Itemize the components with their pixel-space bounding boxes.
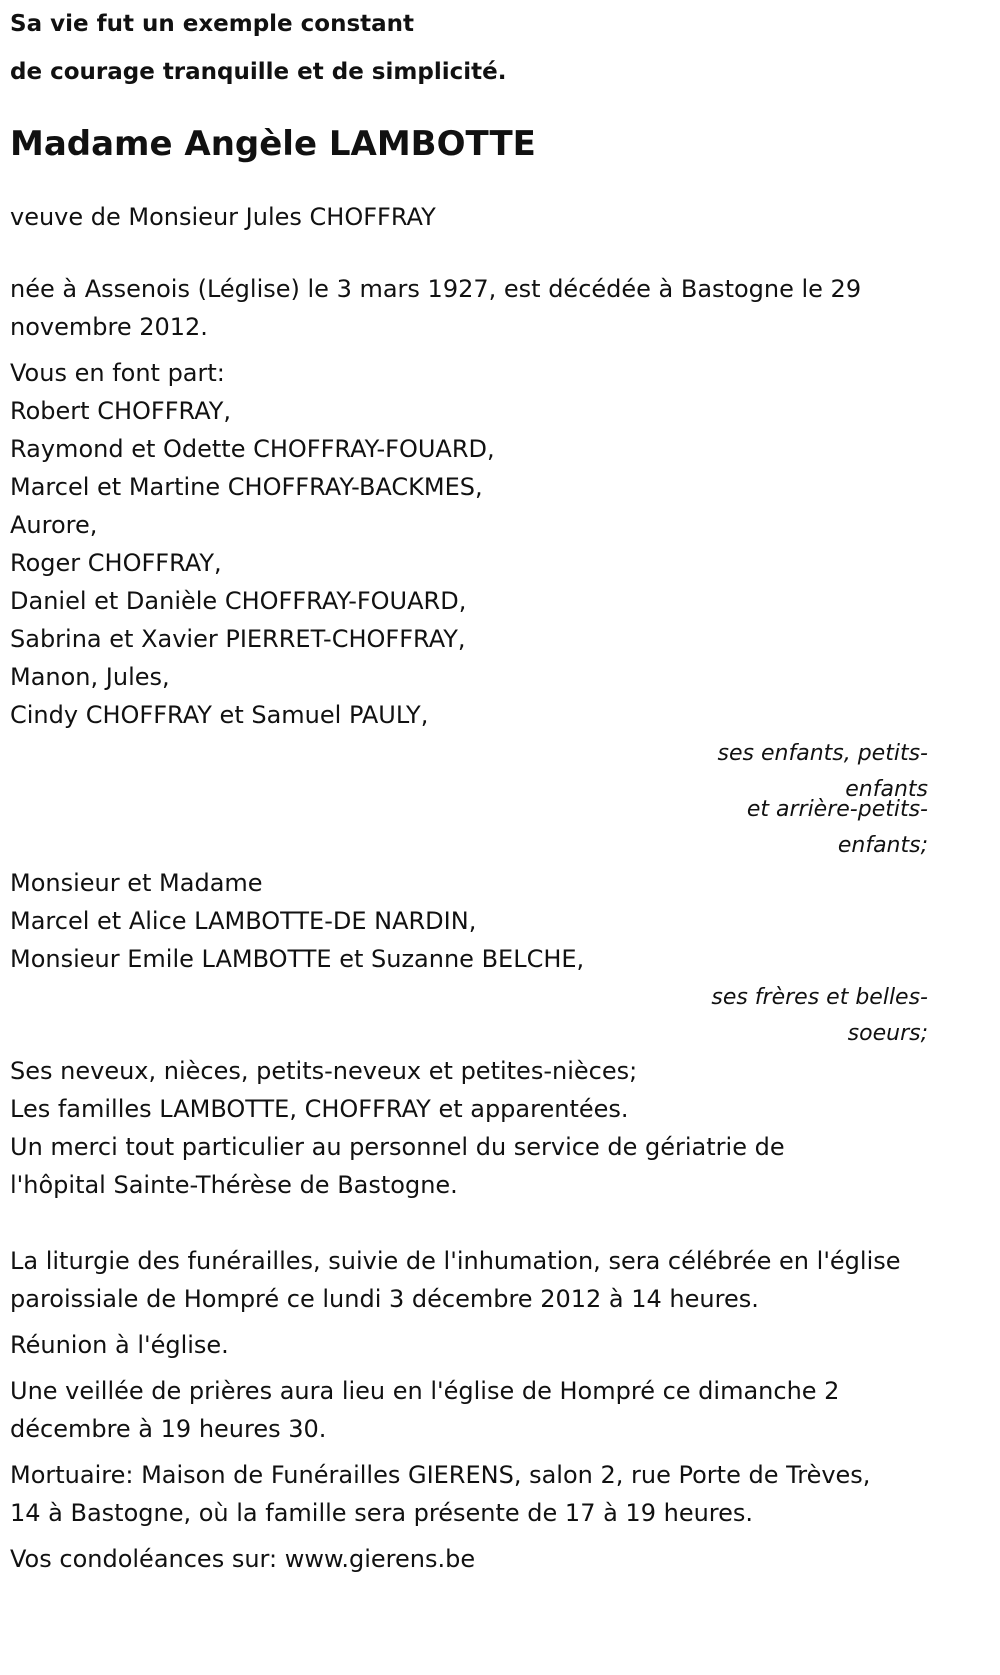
liturgy-info <box>10 1242 928 1318</box>
list-item: Aurore, <box>10 511 98 539</box>
list-item: Marcel et Martine CHOFFRAY-BACKMES, <box>10 473 483 501</box>
list-item: Monsieur Emile LAMBOTTE et Suzanne BELCHE, <box>10 945 585 973</box>
list-item: Monsieur et Madame <box>10 869 263 897</box>
relation-line: enfants; <box>837 833 928 858</box>
list-item: Marcel et Alice LAMBOTTE-DE NARDIN, <box>10 907 477 935</box>
liturgy-line-1: La liturgie des funérailles, suivie de l'inhumation, sera célébrée en l'église <box>10 1247 901 1275</box>
mortuary-line-2: 14 à Bastogne, où la famille sera présente de 17 à 19 heures. <box>10 1499 754 1527</box>
liturgy-line-2: paroissiale de Hompré ce lundi 3 décembre 2012 à 14 heures. <box>10 1285 759 1313</box>
relation-line: enfants <box>845 777 928 802</box>
vigil-info <box>10 1372 928 1448</box>
epitaph-quote <box>10 0 928 96</box>
widow-of: veuve de Monsieur Jules CHOFFRAY <box>10 203 436 231</box>
condolences-info: Vos condoléances sur: www.gierens.be <box>10 1545 476 1573</box>
mortuary-line-1: Mortuaire: Maison de Funérailles GIERENS, salon 2, rue Porte de Trèves, <box>10 1461 871 1489</box>
epitaph-line-2: de courage tranquille et de simplicité. <box>10 59 507 85</box>
relation-line: et arrière-petits- <box>746 797 928 822</box>
deceased-name: Madame Angèle LAMBOTTE <box>10 124 536 164</box>
list-item: Robert CHOFFRAY, <box>10 397 232 425</box>
vigil-line-2: décembre à 19 heures 30. <box>10 1415 327 1443</box>
list-item: Roger CHOFFRAY, <box>10 549 222 577</box>
children-group <box>10 392 928 734</box>
obituary-notice <box>10 0 928 1578</box>
list-item: Cindy CHOFFRAY et Samuel PAULY, <box>10 701 429 729</box>
siblings-relation <box>10 980 928 1052</box>
thanks-line-1: Un merci tout particulier au personnel du service de gériatrie de <box>10 1133 785 1161</box>
grandchildren-relation <box>10 792 928 864</box>
birth-death-line-1: née à Assenois (Léglise) le 3 mars 1927, est décédée à Bastogne le 29 <box>10 275 862 303</box>
list-item: Sabrina et Xavier PIERRET-CHOFFRAY, <box>10 625 466 653</box>
relation-line: soeurs; <box>847 1021 928 1046</box>
list-item: Daniel et Danièle CHOFFRAY-FOUARD, <box>10 587 467 615</box>
epitaph-line-1: Sa vie fut un exemple constant <box>10 11 415 37</box>
mortuary-info <box>10 1456 928 1532</box>
other-relatives <box>10 1052 928 1204</box>
relation-line: ses enfants, petits- <box>717 741 928 766</box>
list-item: Les familles LAMBOTTE, CHOFFRAY et apparentées. <box>10 1095 629 1123</box>
thanks-line-2: l'hôpital Sainte-Thérèse de Bastogne. <box>10 1171 458 1199</box>
birth-death-info <box>10 270 928 346</box>
meeting-info: Réunion à l'église. <box>10 1331 229 1359</box>
announcers-intro: Vous en font part: <box>10 359 225 387</box>
vigil-line-1: Une veillée de prières aura lieu en l'église de Hompré ce dimanche 2 <box>10 1377 840 1405</box>
list-item: Ses neveux, nièces, petits-neveux et petites-nièces; <box>10 1057 638 1085</box>
siblings-group <box>10 864 928 978</box>
list-item: Manon, Jules, <box>10 663 170 691</box>
list-item: Raymond et Odette CHOFFRAY-FOUARD, <box>10 435 495 463</box>
birth-death-line-2: novembre 2012. <box>10 313 208 341</box>
relation-line: ses frères et belles- <box>711 985 928 1010</box>
